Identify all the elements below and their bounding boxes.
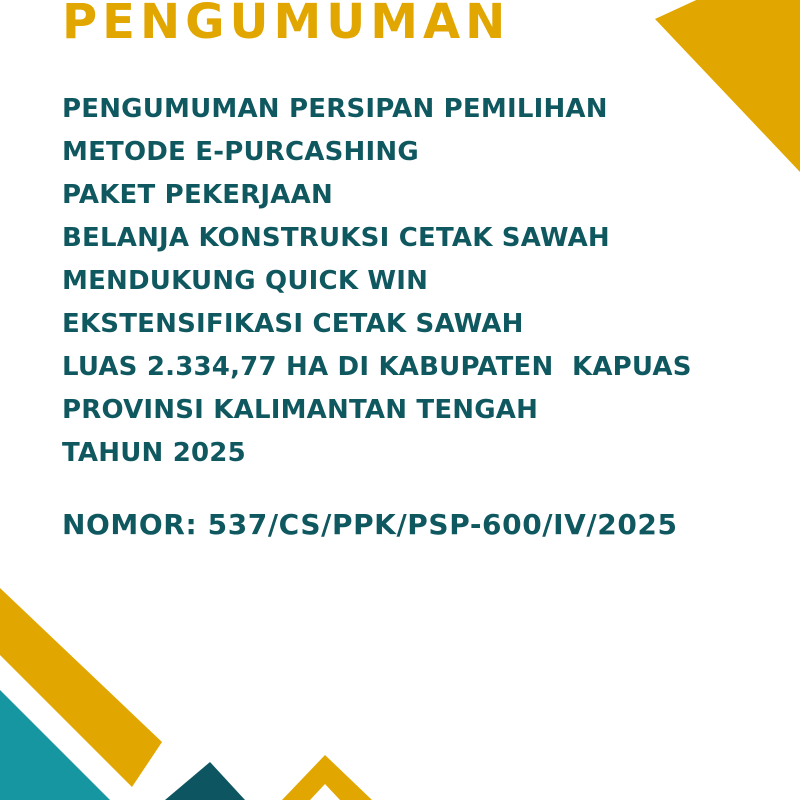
announcement-line: PAKET PEKERJAAN <box>62 180 333 210</box>
bottom-gold-chevron <box>282 755 372 800</box>
announcement-lines <box>62 88 692 475</box>
announcement-line: PENGUMUMAN PERSIPAN PEMILIHAN <box>62 94 608 124</box>
announcement-line: BELANJA KONSTRUKSI CETAK SAWAH <box>62 223 610 253</box>
announcement-line: PROVINSI KALIMANTAN TENGAH <box>62 395 539 425</box>
announcement-line: MENDUKUNG QUICK WIN <box>62 266 429 296</box>
announcement-line: LUAS 2.334,77 HA DI KABUPATEN KAPUAS <box>62 352 692 382</box>
page-title: PENGUMUMAN <box>62 0 511 50</box>
announcement-line: TAHUN 2025 <box>62 438 246 468</box>
announcement-line: EKSTENSIFIKASI CETAK SAWAH <box>62 309 524 339</box>
bottom-dark-teal-triangle <box>165 762 245 800</box>
announcement-line: METODE E-PURCASHING <box>62 137 419 167</box>
reference-number: NOMOR: 537/CS/PPK/PSP-600/IV/2025 <box>62 508 678 541</box>
